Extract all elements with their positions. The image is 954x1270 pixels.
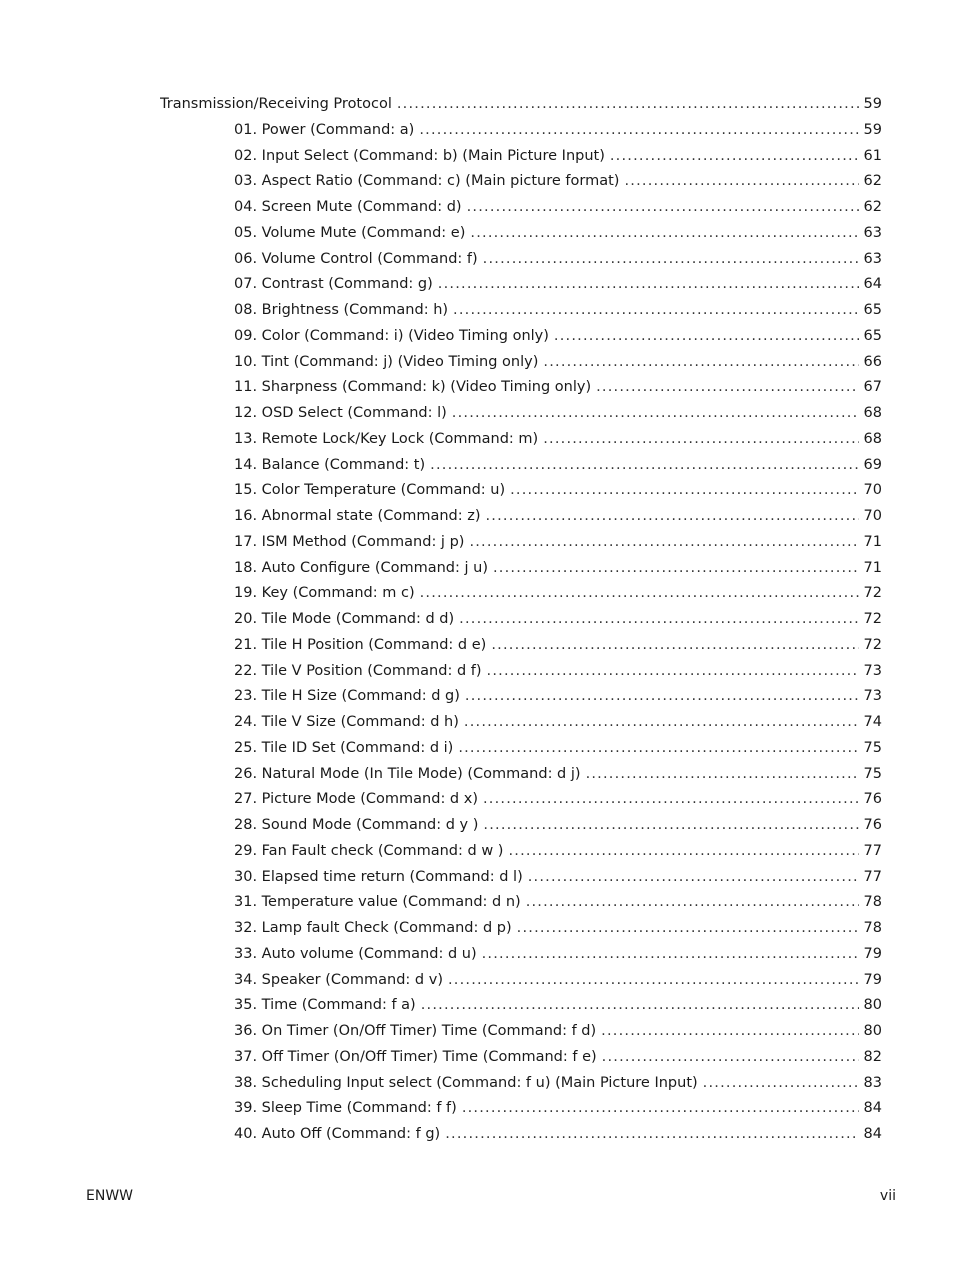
toc-entry-label: 19. Key (Command: m c) (234, 585, 415, 602)
toc-entry[interactable] (160, 92, 882, 118)
toc-entry[interactable] (160, 1096, 882, 1122)
toc-leader-dots (586, 762, 859, 788)
toc-leader-dots (397, 92, 859, 118)
toc-entry-label: 26. Natural Mode (In Tile Mode) (Command: d j) (234, 765, 581, 782)
table-of-contents (160, 92, 882, 1148)
toc-entry[interactable] (160, 684, 882, 710)
toc-leader-dots (420, 581, 859, 607)
toc-entry[interactable] (160, 350, 882, 376)
toc-entry-label: 30. Elapsed time return (Command: d l) (234, 868, 523, 885)
toc-entry[interactable] (160, 993, 882, 1019)
toc-entry-label: 02. Input Select (Command: b) (Main Picture Input) (234, 147, 605, 164)
toc-entry-label: 04. Screen Mute (Command: d) (234, 199, 462, 215)
toc-entry-label: 14. Balance (Command: t) (234, 456, 426, 473)
footer-doc-code: ENWW (86, 1188, 134, 1204)
toc-leader-dots (601, 1019, 858, 1045)
toc-entry-label: 18. Auto Configure (Command: j u) (234, 559, 488, 576)
toc-leader-dots (493, 556, 859, 582)
toc-leader-dots (491, 633, 858, 659)
toc-entry[interactable] (160, 375, 882, 401)
toc-leader-dots (462, 1096, 859, 1122)
toc-leader-dots (596, 375, 858, 401)
toc-entry-page: 82 (863, 1048, 882, 1065)
toc-entry[interactable] (160, 710, 882, 736)
toc-entry[interactable] (160, 865, 882, 891)
toc-entry-page: 76 (863, 817, 882, 833)
toc-entry-label: 09. Color (Command: i) (Video Timing only) (234, 327, 549, 344)
toc-entry-page: 68 (863, 430, 882, 447)
toc-leader-dots (554, 324, 859, 350)
toc-entry-label: 15. Color Temperature (Command: u) (234, 482, 506, 499)
toc-entry[interactable] (160, 633, 882, 659)
toc-entry-page: 65 (863, 327, 882, 344)
toc-leader-dots (464, 710, 859, 736)
toc-entry-page: 84 (863, 1126, 882, 1142)
toc-entry-page: 83 (863, 1074, 882, 1091)
toc-leader-dots (486, 504, 859, 530)
toc-leader-dots (517, 916, 859, 942)
toc-entry-label: 01. Power (Command: a) (234, 121, 415, 138)
toc-entry-label: 08. Brightness (Command: h) (234, 302, 449, 318)
toc-leader-dots (448, 968, 859, 994)
toc-entry-page: 63 (863, 250, 882, 267)
toc-entry-label: 21. Tile H Position (Command: d e) (234, 636, 487, 653)
toc-entry[interactable] (160, 813, 882, 839)
toc-leader-dots (487, 659, 859, 685)
toc-leader-dots (510, 478, 858, 504)
toc-entry-page: 70 (863, 508, 882, 524)
toc-leader-dots (624, 169, 858, 195)
toc-entry-page: 80 (863, 997, 882, 1014)
toc-leader-dots (526, 890, 859, 916)
toc-entry-label: 34. Speaker (Command: d v) (234, 971, 443, 988)
toc-entry[interactable] (160, 504, 882, 530)
toc-leader-dots (453, 298, 859, 324)
toc-entry[interactable] (160, 221, 882, 247)
toc-entry-page: 78 (863, 894, 882, 911)
toc-entry-page: 67 (863, 379, 882, 396)
toc-entry[interactable] (160, 581, 882, 607)
toc-entry-page: 78 (863, 920, 882, 936)
toc-leader-dots (483, 787, 859, 813)
toc-entry-label: 40. Auto Off (Command: f g) (234, 1126, 441, 1142)
toc-leader-dots (703, 1071, 859, 1097)
toc-entry[interactable] (160, 1122, 882, 1148)
toc-entry[interactable] (160, 118, 882, 144)
toc-entry[interactable] (160, 427, 882, 453)
toc-entry-page: 72 (863, 636, 882, 653)
toc-entry-label: 38. Scheduling Input select (Command: f u) (Main Picture Input) (234, 1074, 698, 1091)
toc-entry-page: 73 (863, 662, 882, 679)
toc-entry-label: 36. On Timer (On/Off Timer) Time (Command: f d) (234, 1023, 597, 1039)
toc-entry[interactable] (160, 890, 882, 916)
toc-entry[interactable] (160, 144, 882, 170)
toc-entry-label: 37. Off Timer (On/Off Timer) Time (Command: f e) (234, 1048, 597, 1065)
toc-leader-dots (602, 1045, 859, 1071)
toc-entry-page: 69 (863, 456, 882, 473)
toc-leader-dots (528, 865, 859, 891)
toc-entry-label: 32. Lamp fault Check (Command: d p) (234, 920, 512, 936)
toc-entry-label: 05. Volume Mute (Command: e) (234, 224, 466, 241)
toc-entry[interactable] (160, 1019, 882, 1045)
toc-entry[interactable] (160, 607, 882, 633)
toc-leader-dots (419, 118, 858, 144)
toc-entry-page: 72 (863, 611, 882, 627)
toc-entry-page: 75 (863, 765, 882, 782)
toc-entry-page: 74 (863, 714, 882, 730)
toc-entry-label: 28. Sound Mode (Command: d y ) (234, 817, 479, 833)
toc-entry-page: 76 (863, 791, 882, 808)
toc-entry-page: 71 (863, 559, 882, 576)
toc-leader-dots (467, 195, 859, 221)
toc-entry[interactable] (160, 195, 882, 221)
toc-entry-page: 79 (863, 945, 882, 962)
toc-entry-label: 23. Tile H Size (Command: d g) (234, 688, 460, 705)
toc-entry-label: 27. Picture Mode (Command: d x) (234, 791, 478, 808)
toc-entry-page: 77 (863, 868, 882, 885)
toc-leader-dots (452, 401, 859, 427)
toc-leader-dots (438, 272, 859, 298)
toc-leader-dots (458, 736, 858, 762)
toc-entry-page: 72 (863, 585, 882, 602)
toc-entry[interactable] (160, 530, 882, 556)
footer-page-number: vii (879, 1188, 896, 1204)
toc-entry-page: 59 (863, 121, 882, 138)
toc-entry-label: 03. Aspect Ratio (Command: c) (Main picture format) (234, 173, 620, 190)
toc-leader-dots (445, 1122, 858, 1148)
toc-leader-dots (543, 427, 858, 453)
toc-entry-page: 64 (863, 276, 882, 293)
toc-entry-label: 12. OSD Select (Command: l) (234, 405, 447, 421)
toc-entry-label: 17. ISM Method (Command: j p) (234, 533, 465, 550)
toc-entry[interactable] (160, 453, 882, 479)
toc-entry-label: 11. Sharpness (Command: k) (Video Timing only) (234, 379, 592, 396)
toc-entry-label: Transmission/Receiving Protocol (160, 96, 392, 112)
toc-entry[interactable] (160, 478, 882, 504)
toc-entry-label: 20. Tile Mode (Command: d d) (234, 611, 455, 627)
toc-leader-dots (483, 813, 858, 839)
toc-entry-page: 75 (863, 739, 882, 756)
toc-entry[interactable] (160, 169, 882, 195)
toc-entry-page: 80 (863, 1023, 882, 1039)
toc-leader-dots (421, 993, 859, 1019)
toc-entry-page: 79 (863, 971, 882, 988)
toc-entry[interactable] (160, 272, 882, 298)
toc-entry[interactable] (160, 556, 882, 582)
toc-entry[interactable] (160, 942, 882, 968)
toc-entry[interactable] (160, 659, 882, 685)
toc-leader-dots (610, 144, 859, 170)
toc-entry-label: 33. Auto volume (Command: d u) (234, 945, 477, 962)
toc-entry[interactable] (160, 839, 882, 865)
toc-entry-page: 62 (863, 199, 882, 215)
toc-entry-label: 29. Fan Fault check (Command: d w ) (234, 842, 504, 859)
toc-entry-label: 22. Tile V Position (Command: d f) (234, 662, 482, 679)
toc-entry-label: 35. Time (Command: f a) (234, 997, 416, 1014)
toc-entry[interactable] (160, 787, 882, 813)
toc-entry-label: 06. Volume Control (Command: f) (234, 250, 478, 267)
toc-entry-page: 59 (863, 96, 882, 112)
toc-entry[interactable] (160, 736, 882, 762)
toc-entry[interactable] (160, 1045, 882, 1071)
toc-entry-page: 63 (863, 224, 882, 241)
toc-entry-label: 16. Abnormal state (Command: z) (234, 508, 481, 524)
toc-entry[interactable] (160, 324, 882, 350)
toc-entry-page: 68 (863, 405, 882, 421)
toc-entry-label: 10. Tint (Command: j) (Video Timing only) (234, 353, 539, 370)
toc-entry-page: 62 (863, 173, 882, 190)
toc-entry-page: 70 (863, 482, 882, 499)
toc-entry[interactable] (160, 762, 882, 788)
toc-entry-page: 84 (863, 1100, 882, 1117)
toc-leader-dots (508, 839, 858, 865)
toc-leader-dots (469, 530, 858, 556)
toc-leader-dots (543, 350, 858, 376)
toc-entry-label: 25. Tile ID Set (Command: d i) (234, 739, 454, 756)
toc-entry[interactable] (160, 247, 882, 273)
toc-entry-label: 31. Temperature value (Command: d n) (234, 894, 521, 911)
toc-entry[interactable] (160, 298, 882, 324)
toc-entry-page: 73 (863, 688, 882, 705)
toc-entry[interactable] (160, 401, 882, 427)
toc-entry-label: 13. Remote Lock/Key Lock (Command: m) (234, 430, 539, 447)
toc-entry-page: 77 (863, 842, 882, 859)
toc-entry[interactable] (160, 1071, 882, 1097)
toc-entry[interactable] (160, 916, 882, 942)
toc-leader-dots (470, 221, 858, 247)
toc-entry-page: 65 (863, 302, 882, 318)
toc-entry-label: 07. Contrast (Command: g) (234, 276, 433, 293)
toc-leader-dots (483, 247, 859, 273)
toc-leader-dots (459, 607, 858, 633)
toc-entry-label: 24. Tile V Size (Command: d h) (234, 714, 459, 730)
toc-leader-dots (465, 684, 859, 710)
toc-entry-label: 39. Sleep Time (Command: f f) (234, 1100, 457, 1117)
toc-entry-page: 61 (863, 147, 882, 164)
toc-leader-dots (430, 453, 858, 479)
toc-entry[interactable] (160, 968, 882, 994)
toc-leader-dots (482, 942, 859, 968)
toc-entry-page: 71 (863, 533, 882, 550)
toc-entry-page: 66 (863, 353, 882, 370)
